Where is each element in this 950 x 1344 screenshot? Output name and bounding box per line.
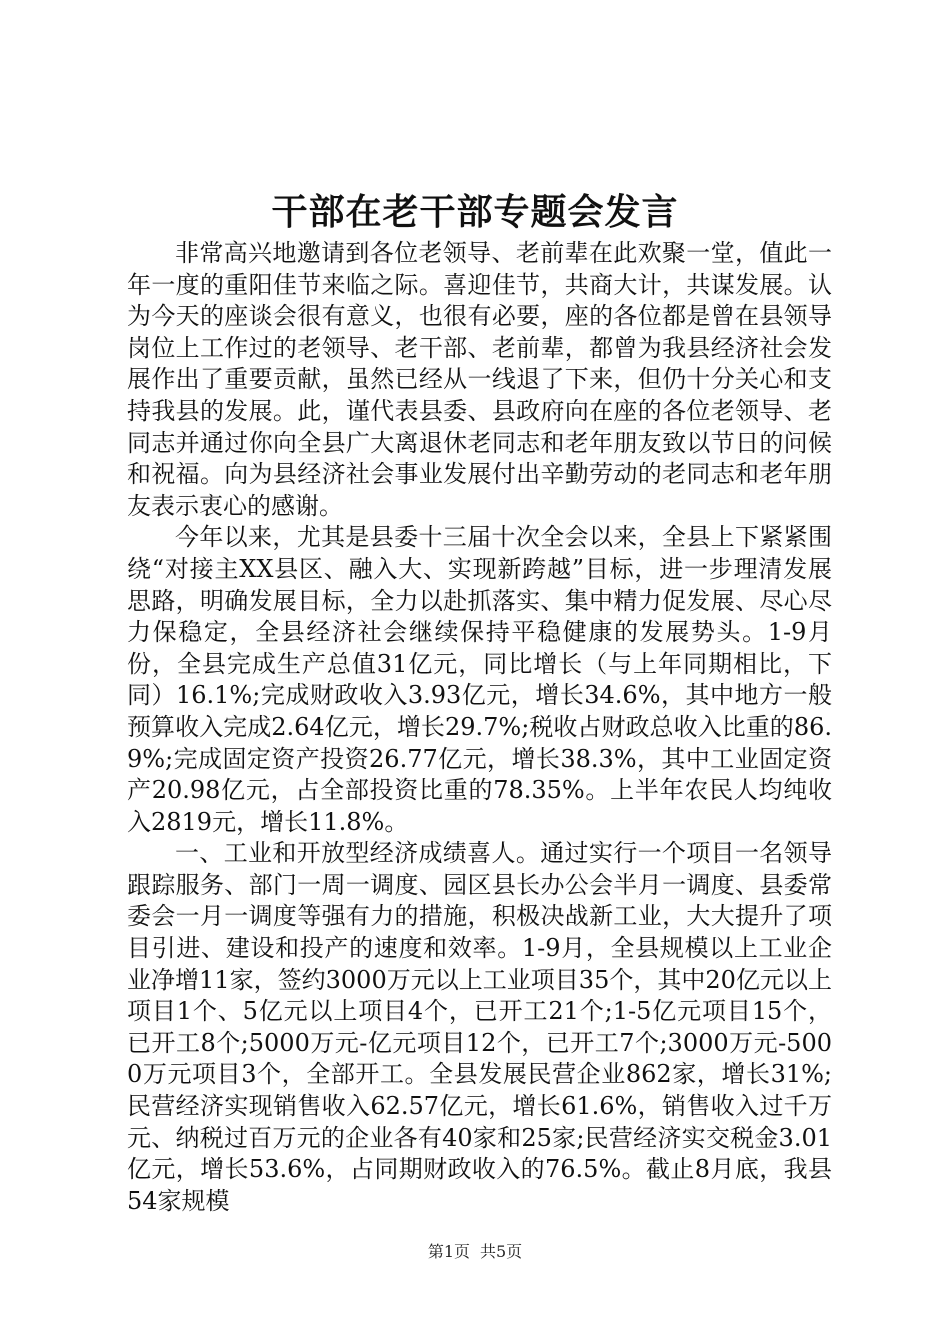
page-number: 第1页	[427, 1242, 470, 1261]
document-body	[127, 238, 832, 1217]
document-title: 干部在老干部专题会发言	[271, 191, 679, 233]
paragraph-3: 一、工业和开放型经济成绩喜人。通过实行一个项目一名领导跟踪服务、部门一周一调度、园区县长办公会半月一调度、县委常委会一月一调度等强有力的措施，积极决战新工业，大大提升了项目引进、建设和投产的速度和效率。1-9月，全县规模以上工业企业净增11家，签约3000万元以上工业项目35个，其中20亿元以上项目1个、5亿元以上项目4个，已开工21个;1-5亿元项目15个，已开工8个;5000万元-亿元项目12个，已开工7个;3000万元-5000万元项目3个，全部开工。全县发展民营企业862家，增长31%;民营经济实现销售收入62.57亿元，增长61.6%，销售收入过千万元、纳税过百万元的企业各有40家和25家;民营经济实交税金3.01亿元，增长53.6%，占同期财政收入的76.5%。截止8月底，我县54家规模	[127, 839, 832, 1215]
page-footer	[0, 1240, 950, 1264]
page-total: 共5页	[480, 1242, 523, 1261]
paragraph-1: 非常高兴地邀请到各位老领导、老前辈在此欢聚一堂，值此一年一度的重阳佳节来临之际。喜迎佳节，共商大计，共谋发展。认为今天的座谈会很有意义，也很有必要，座的各位都是曾在县领导岗位上工作过的老领导、老干部、老前辈，都曾为我县经济社会发展作出了重要贡献，虽然已经从一线退了下来，但仍十分关心和支持我县的发展。此，谨代表县委、县政府向在座的各位老领导、老同志并通过你向全县广大离退休老同志和老年朋友致以节日的问候和祝福。向为县经济社会事业发展付出辛勤劳动的老同志和老年朋友表示衷心的感谢。	[127, 239, 832, 520]
paragraph-2: 今年以来，尤其是县委十三届十次全会以来，全县上下紧紧围绕“对接主XX县区、融入大、实现新跨越”目标，进一步理清发展思路，明确发展目标，全力以赴抓落实、集中精力促发展、尽心尽力保稳定，全县经济社会继续保持平稳健康的发展势头。1-9月份，全县完成生产总值31亿元，同比增长（与上年同期相比，下同）16.1%;完成财政收入3.93亿元，增长34.6%，其中地方一般预算收入完成2.64亿元，增长29.7%;税收占财政总收入比重的86.9%;完成固定资产投资26.77亿元，增长38.3%，其中工业固定资产20.98亿元，占全部投资比重的78.35%。上半年农民人均纯收入2819元，增长11.8%。	[127, 523, 832, 836]
